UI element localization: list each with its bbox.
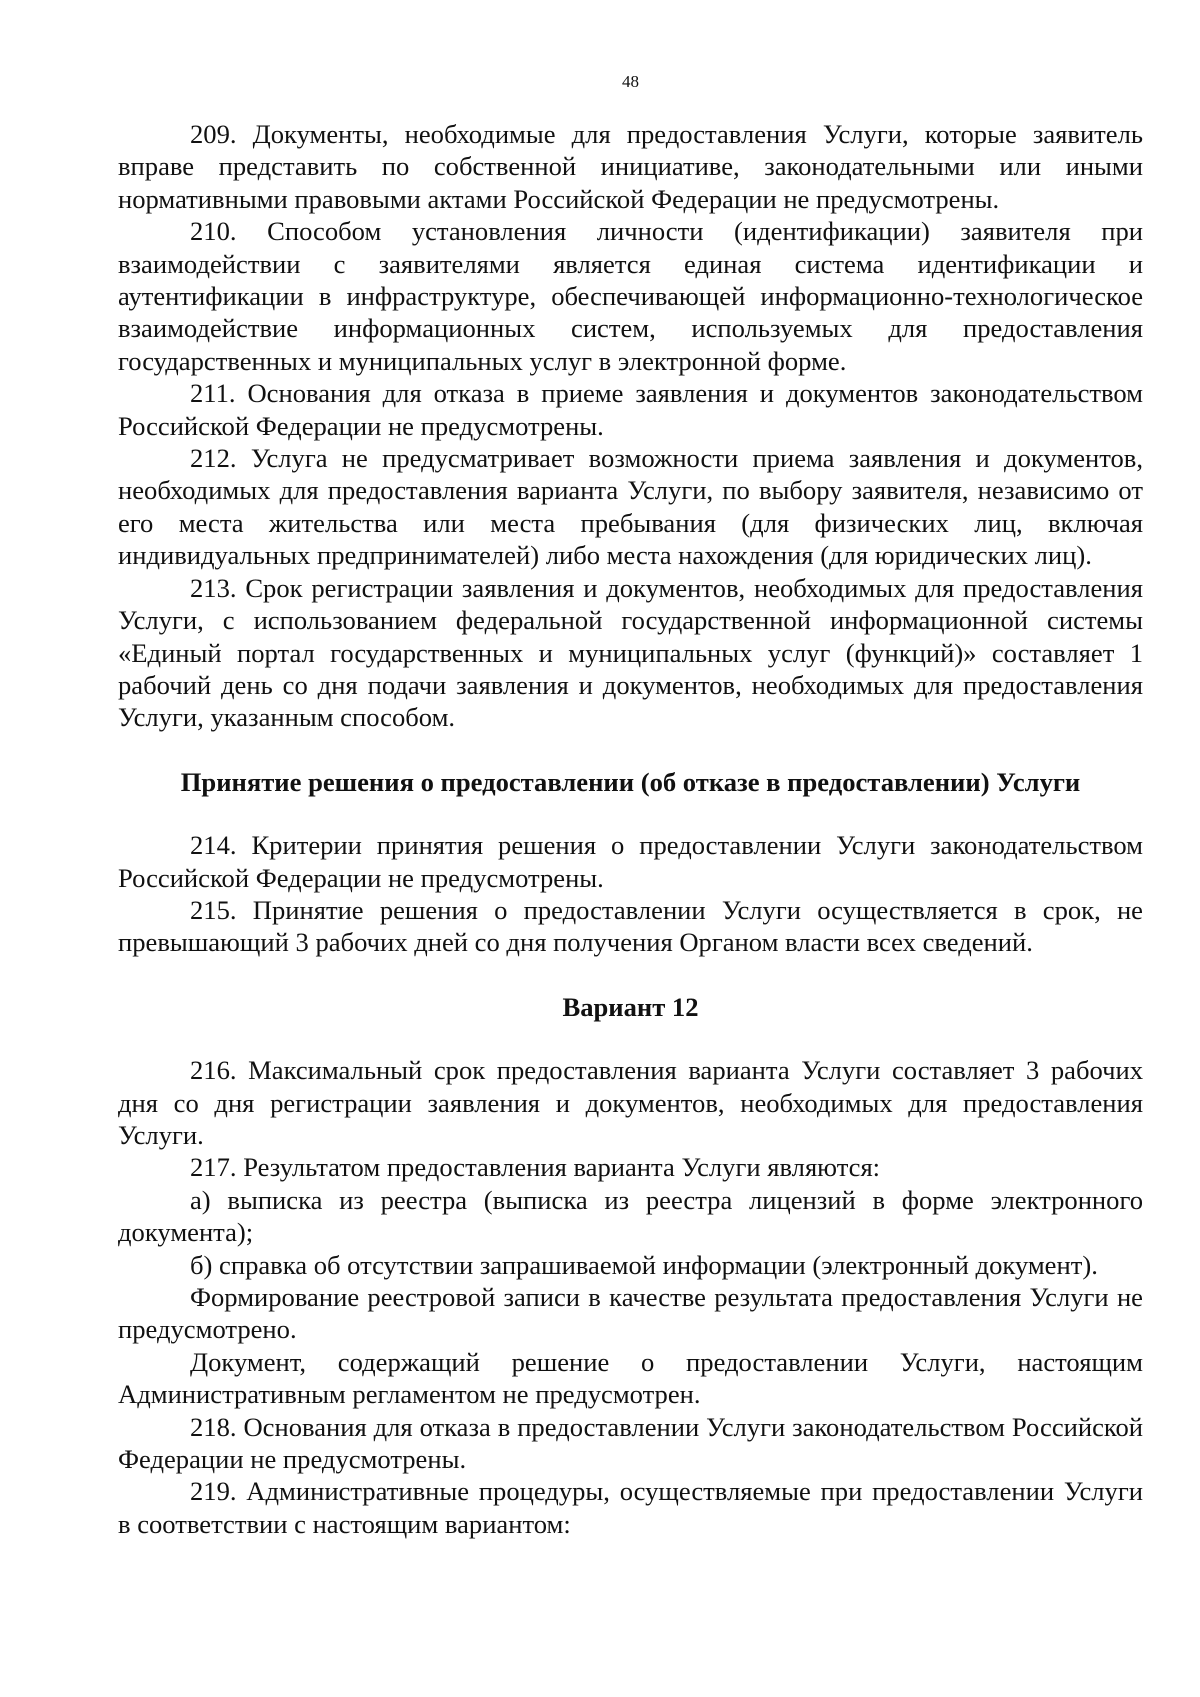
paragraph-registry-record: Формирование реестровой записи в качестве результата предоставления Услуги не предусмотрено. — [118, 1282, 1143, 1345]
paragraph-212: 212. Услуга не предусматривает возможности приема заявления и документов, необходимых для предоставления варианта Услуги, по выбору заявителя, независимо от его места жительства или места пребывания (для физических лиц, включая индивидуальных предпринимателей) либо места нахождения (для юридических лиц). — [118, 443, 1143, 571]
section-heading-variant-12: Вариант 12 — [562, 991, 699, 1022]
spacer — [118, 798, 1143, 829]
paragraph-218: 218. Основания для отказа в предоставлении Услуги законодательством Российской Федерации не предусмотрены. — [118, 1411, 1143, 1475]
section-heading-decision: Принятие решения о предоставлении (об отказе в предоставлении) Услуги — [180, 766, 1081, 797]
paragraph-209: 209. Документы, необходимые для предоставления Услуги, которые заявитель вправе представить по собственной инициативе, законодательными или иными нормативными правовыми актами Российской Федерации не предусмотрены. — [118, 119, 1143, 214]
paragraph-214: 214. Критерии принятия решения о предоставлении Услуги законодательством Российской Федерации не предусмотрены. — [118, 830, 1143, 893]
spacer — [118, 959, 1143, 991]
document-body — [118, 118, 1143, 1540]
paragraph-216: 216. Максимальный срок предоставления варианта Услуги составляет 3 рабочих дня со дня регистрации заявления и документов, необходимых для предоставления Услуги. — [118, 1055, 1143, 1150]
spacer — [118, 734, 1143, 766]
paragraph-213: 213. Срок регистрации заявления и документов, необходимых для предоставления Услуги, с использованием федеральной государственной информационной системы «Единый портал государственных и муниципальных услуг (функций)» составляет 1 рабочий день со дня подачи заявления и документов, необходимых для предоставления Услуги, указанным способом. — [118, 572, 1143, 733]
paragraph-215: 215. Принятие решения о предоставлении Услуги осуществляется в срок, не превышающий 3 рабочих дней со дня получения Органом власти всех сведений. — [118, 894, 1143, 958]
paragraph-219: 219. Административные процедуры, осуществляемые при предоставлении Услуги в соответствии с настоящим вариантом: — [118, 1476, 1143, 1539]
spacer — [118, 1023, 1143, 1054]
page-number: 48 — [622, 72, 639, 91]
list-item-a: а) выписка из реестра (выписка из реестра лицензий в форме электронного документа); — [118, 1184, 1143, 1248]
paragraph-decision-document: Документ, содержащий решение о предоставлении Услуги, настоящим Административным регламентом не предусмотрен. — [118, 1346, 1143, 1410]
paragraph-210: 210. Способом установления личности (идентификации) заявителя при взаимодействии с заявителями является единая система идентификации и аутентификации в инфраструктуре, обеспечивающей информационно-технологическое взаимодействие информационных систем, используемых для предоставления государственных и муниципальных услуг в электронной форме. — [118, 216, 1143, 376]
list-item-b: б) справка об отсутствии запрашиваемой информации (электронный документ). — [190, 1249, 1098, 1280]
paragraph-217: 217. Результатом предоставления варианта Услуги являются: — [190, 1152, 881, 1183]
paragraph-211: 211. Основания для отказа в приеме заявления и документов законодательством Российской Федерации не предусмотрены. — [118, 378, 1143, 441]
